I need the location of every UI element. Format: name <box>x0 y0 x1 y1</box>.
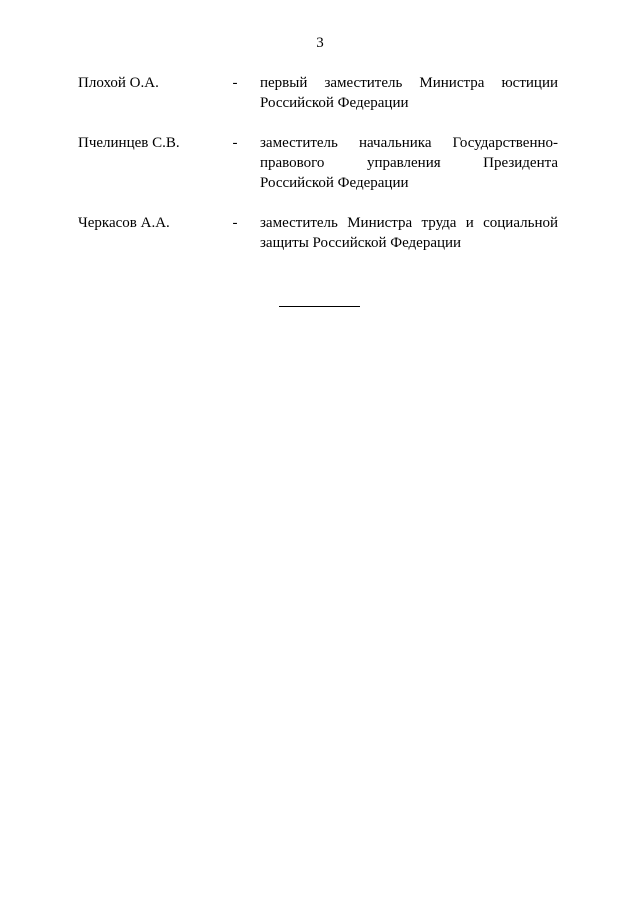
member-name: Пчелинцев С.В. <box>78 135 180 151</box>
member-entry <box>78 73 558 113</box>
member-title-line: Российской Федерации <box>260 175 409 191</box>
member-title <box>260 213 558 253</box>
member-title-line: правового управления Президента <box>260 155 558 171</box>
member-title-line: заместитель Министра труда и социальной <box>260 215 558 231</box>
members-list <box>78 73 558 273</box>
member-dash: - <box>232 75 238 91</box>
member-title <box>260 73 558 113</box>
member-entry <box>78 133 558 193</box>
member-title-line: защиты Российской Федерации <box>260 235 462 251</box>
member-dash: - <box>232 215 238 231</box>
member-name: Плохой О.А. <box>78 75 159 91</box>
member-title <box>260 133 558 193</box>
member-name: Черкасов А.А. <box>78 215 170 231</box>
member-title-line: первый заместитель Министра юстиции <box>260 75 558 91</box>
member-dash: - <box>232 135 238 151</box>
member-entry <box>78 213 558 253</box>
member-title-line: Российской Федерации <box>260 95 409 111</box>
end-of-list-rule <box>279 306 360 307</box>
member-title-line: заместитель начальника Государственно- <box>260 135 558 151</box>
page-number: 3 <box>316 35 324 51</box>
